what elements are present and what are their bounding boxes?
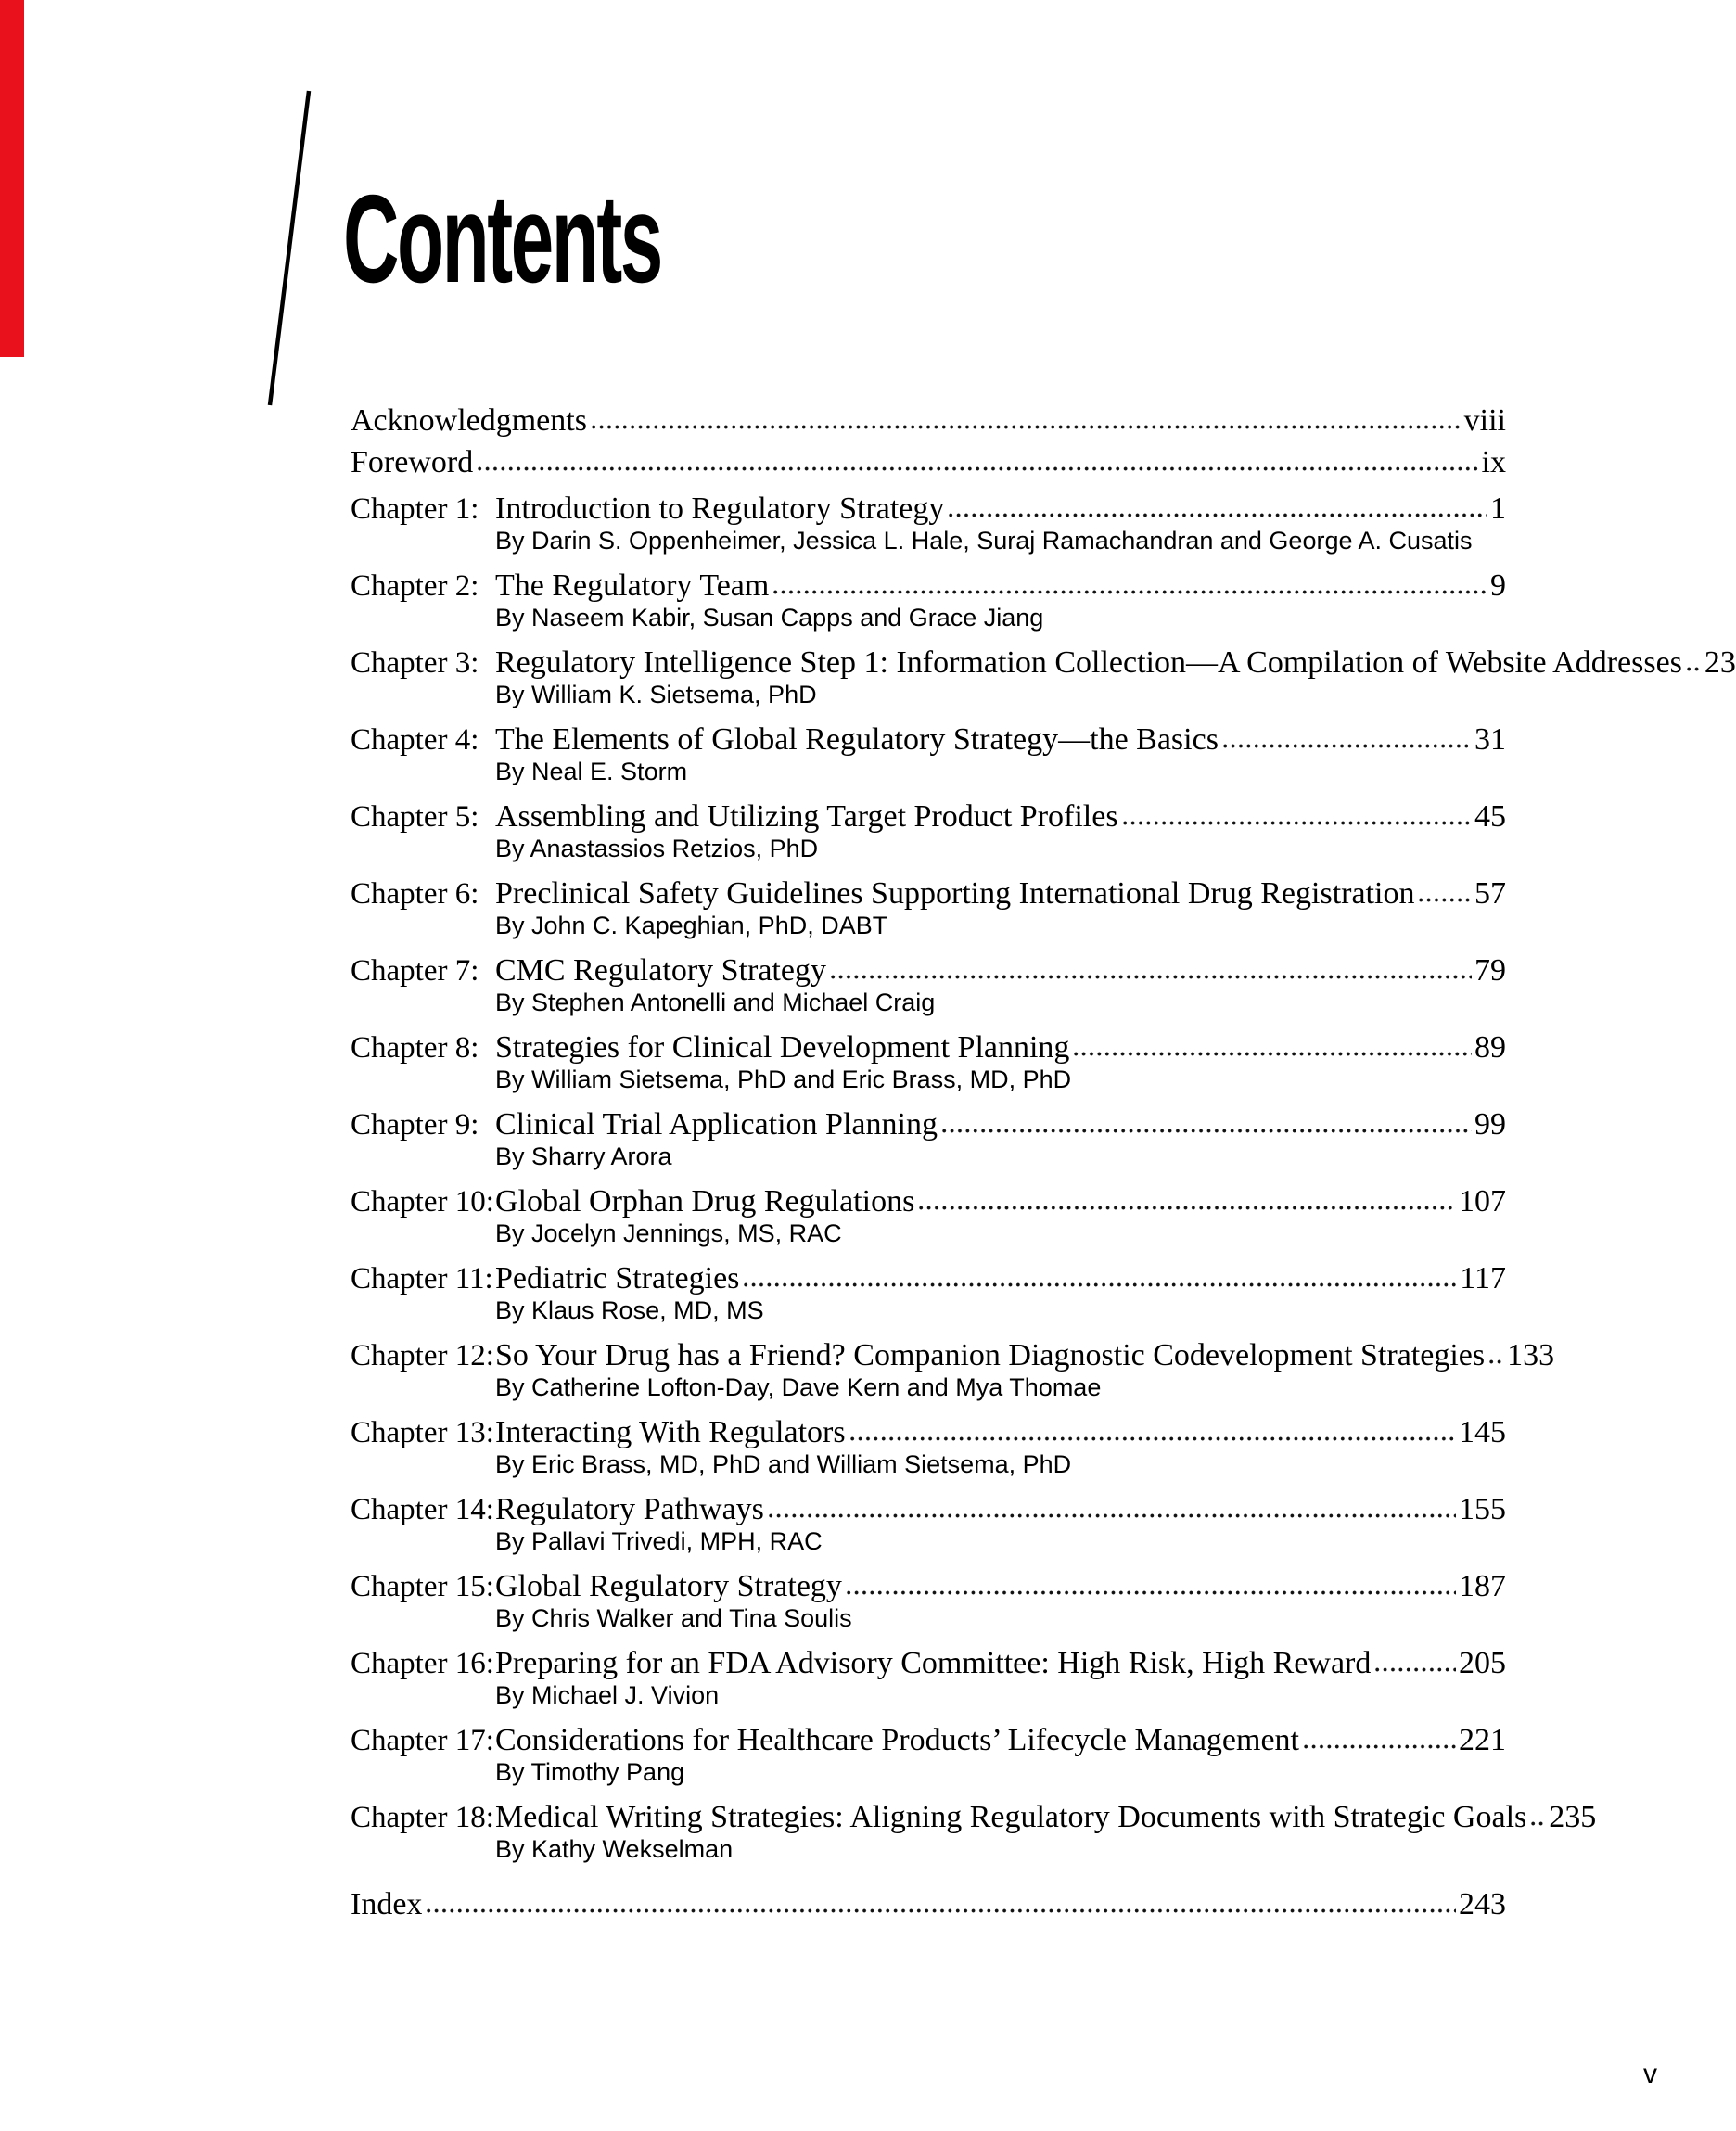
toc-chapter-entry bbox=[351, 800, 1506, 864]
toc-chapter-entry bbox=[351, 877, 1506, 941]
chapter-page-number: 187 bbox=[1459, 1569, 1506, 1603]
chapter-label: Chapter 10: bbox=[351, 1185, 494, 1219]
toc-chapter-row bbox=[351, 1262, 1506, 1295]
chapter-label: Chapter 12: bbox=[351, 1339, 494, 1372]
toc-chapter-entry bbox=[351, 1031, 1506, 1095]
chapter-authors: By Jocelyn Jennings, MS, RAC bbox=[495, 1219, 842, 1247]
toc-chapter-row bbox=[351, 1800, 1597, 1834]
toc-chapter-row bbox=[351, 1108, 1506, 1142]
chapter-title: Clinical Trial Application Planning bbox=[495, 1107, 938, 1142]
chapter-authors: By Darin S. Oppenheimer, Jessica L. Hale, Suraj Ramachandran and George A. Cusatis bbox=[495, 527, 1473, 555]
chapter-label: Chapter 11: bbox=[351, 1262, 493, 1295]
front-matter-list bbox=[351, 400, 1506, 483]
toc-chapter-row bbox=[351, 954, 1506, 988]
chapter-title: Global Orphan Drug Regulations bbox=[495, 1184, 915, 1219]
toc-chapter-row bbox=[351, 1338, 1555, 1372]
chapter-title: CMC Regulatory Strategy bbox=[495, 953, 826, 988]
toc-entry-row bbox=[351, 441, 1506, 483]
dot-leader bbox=[1221, 742, 1472, 750]
chapter-page-number: 31 bbox=[1474, 722, 1506, 757]
chapter-title: So Your Drug has a Friend? Companion Diagnostic Codevelopment Strategies bbox=[495, 1338, 1486, 1372]
toc-chapter-row bbox=[351, 1185, 1506, 1219]
table-of-contents bbox=[351, 400, 1736, 1925]
page-edge-accent-bar bbox=[0, 0, 24, 357]
chapter-title: The Regulatory Team bbox=[495, 568, 770, 603]
chapter-page-number: 205 bbox=[1459, 1646, 1506, 1680]
chapter-label: Chapter 3: bbox=[351, 646, 479, 680]
chapter-authors: By Pallavi Trivedi, MPH, RAC bbox=[495, 1527, 823, 1555]
chapter-title: Pediatric Strategies bbox=[495, 1261, 740, 1295]
chapter-label: Chapter 9: bbox=[351, 1108, 479, 1142]
chapter-label: Chapter 14: bbox=[351, 1493, 494, 1526]
chapter-page-number: 99 bbox=[1474, 1107, 1506, 1142]
chapter-authors: By William K. Sietsema, PhD bbox=[495, 681, 817, 708]
chapter-authors: By Anastassios Retzios, PhD bbox=[495, 835, 819, 862]
toc-chapter-row bbox=[351, 569, 1506, 603]
toc-chapter-entry bbox=[351, 492, 1506, 556]
dot-leader bbox=[1121, 819, 1472, 827]
toc-chapter-entry bbox=[351, 1108, 1506, 1172]
chapter-title: Preclinical Safety Guidelines Supporting International Drug Registration bbox=[495, 876, 1415, 911]
toc-entry-page-number: viii bbox=[1463, 403, 1506, 438]
chapter-list bbox=[351, 491, 1736, 1865]
chapter-page-number: 23 bbox=[1704, 645, 1736, 680]
chapter-page-number: 235 bbox=[1549, 1800, 1597, 1834]
toc-entry-label: Index bbox=[351, 1887, 423, 1921]
chapter-title: Global Regulatory Strategy bbox=[495, 1569, 842, 1603]
toc-chapter-entry bbox=[351, 645, 1736, 710]
dot-leader bbox=[1072, 1050, 1472, 1058]
toc-entry-row bbox=[351, 400, 1506, 441]
chapter-authors: By Naseem Kabir, Susan Capps and Grace Jiang bbox=[495, 604, 1044, 632]
chapter-page-number: 145 bbox=[1459, 1415, 1506, 1449]
toc-chapter-row bbox=[351, 492, 1506, 526]
toc-chapter-entry bbox=[351, 1724, 1506, 1788]
toc-entry-row bbox=[351, 1883, 1506, 1925]
chapter-title: Interacting With Regulators bbox=[495, 1415, 846, 1449]
chapter-page-number: 45 bbox=[1474, 799, 1506, 834]
dot-leader bbox=[772, 588, 1487, 596]
dot-leader bbox=[1685, 665, 1702, 673]
chapter-page-number: 117 bbox=[1460, 1261, 1506, 1295]
chapter-label: Chapter 16: bbox=[351, 1647, 494, 1680]
dot-leader bbox=[767, 1512, 1456, 1520]
chapter-title: Introduction to Regulatory Strategy bbox=[495, 491, 945, 526]
chapter-page-number: 133 bbox=[1507, 1338, 1555, 1372]
chapter-authors: By Chris Walker and Tina Soulis bbox=[495, 1604, 852, 1632]
chapter-page-number: 221 bbox=[1459, 1723, 1506, 1757]
dot-leader bbox=[829, 973, 1472, 981]
toc-chapter-row bbox=[351, 1647, 1506, 1680]
chapter-page-number: 79 bbox=[1474, 953, 1506, 988]
chapter-authors: By Neal E. Storm bbox=[495, 758, 688, 785]
toc-chapter-row bbox=[351, 1724, 1506, 1757]
dot-leader bbox=[476, 465, 1478, 473]
chapter-title: Considerations for Healthcare Products’ Lifecycle Management bbox=[495, 1723, 1299, 1757]
chapter-authors: By Timothy Pang bbox=[495, 1758, 685, 1786]
toc-chapter-row bbox=[351, 1493, 1506, 1526]
chapter-authors: By Stephen Antonelli and Michael Craig bbox=[495, 989, 936, 1016]
chapter-authors: By Catherine Lofton-Day, Dave Kern and Mya Thomae bbox=[495, 1373, 1102, 1401]
chapter-authors: By Michael J. Vivion bbox=[495, 1681, 720, 1709]
toc-chapter-row bbox=[351, 645, 1736, 680]
chapter-title: Regulatory Intelligence Step 1: Information Collection—A Compilation of Website Addresses bbox=[495, 645, 1682, 680]
dot-leader bbox=[1373, 1665, 1456, 1674]
toc-chapter-row bbox=[351, 800, 1506, 834]
chapter-page-number: 155 bbox=[1459, 1492, 1506, 1526]
chapter-page-number: 1 bbox=[1490, 491, 1506, 526]
dot-leader bbox=[849, 1435, 1456, 1443]
chapter-label: Chapter 4: bbox=[351, 723, 479, 757]
toc-entry bbox=[351, 441, 1506, 483]
chapter-label: Chapter 18: bbox=[351, 1801, 494, 1834]
toc-entry-label: Acknowledgments bbox=[351, 403, 587, 438]
toc-chapter-entry bbox=[351, 1416, 1506, 1480]
chapter-title: Medical Writing Strategies: Aligning Regulatory Documents with Strategic Goals bbox=[495, 1800, 1527, 1834]
dot-leader bbox=[590, 423, 1462, 431]
dot-leader bbox=[1417, 896, 1472, 904]
toc-chapter-entry bbox=[351, 1185, 1506, 1249]
toc-chapter-entry bbox=[351, 723, 1506, 787]
chapter-page-number: 9 bbox=[1490, 568, 1506, 603]
chapter-title: Regulatory Pathways bbox=[495, 1492, 764, 1526]
chapter-label: Chapter 8: bbox=[351, 1031, 479, 1065]
dot-leader bbox=[917, 1204, 1456, 1212]
chapter-label: Chapter 6: bbox=[351, 877, 479, 911]
toc-chapter-entry bbox=[351, 569, 1506, 633]
chapter-authors: By John C. Kapeghian, PhD, DABT bbox=[495, 912, 888, 939]
toc-chapter-entry bbox=[351, 1570, 1506, 1634]
toc-chapter-entry bbox=[351, 1800, 1597, 1865]
chapter-title: Strategies for Clinical Development Planning bbox=[495, 1030, 1070, 1065]
chapter-label: Chapter 7: bbox=[351, 954, 479, 988]
toc-entry-label: Foreword bbox=[351, 445, 474, 479]
chapter-title: The Elements of Global Regulatory Strategy—the Basics bbox=[495, 722, 1219, 757]
toc-chapter-row bbox=[351, 1570, 1506, 1603]
toc-chapter-row bbox=[351, 1031, 1506, 1065]
folio-page-number: v bbox=[1643, 2059, 1657, 2089]
chapter-authors: By Eric Brass, MD, PhD and William Sietsema, PhD bbox=[495, 1450, 1072, 1478]
toc-entry bbox=[351, 1883, 1506, 1925]
dot-leader bbox=[947, 511, 1487, 519]
dot-leader bbox=[940, 1127, 1472, 1135]
dot-leader bbox=[425, 1907, 1456, 1915]
toc-chapter-entry bbox=[351, 1493, 1506, 1557]
chapter-label: Chapter 2: bbox=[351, 569, 479, 603]
toc-chapter-row bbox=[351, 1416, 1506, 1449]
chapter-title: Preparing for an FDA Advisory Committee: High Risk, High Reward bbox=[495, 1646, 1372, 1680]
toc-entry-page-number: 243 bbox=[1459, 1887, 1506, 1921]
toc-entry bbox=[351, 400, 1506, 441]
chapter-label: Chapter 17: bbox=[351, 1724, 494, 1757]
chapter-authors: By Klaus Rose, MD, MS bbox=[495, 1296, 764, 1324]
chapter-authors: By Kathy Wekselman bbox=[495, 1835, 734, 1863]
chapter-label: Chapter 13: bbox=[351, 1416, 494, 1449]
chapter-label: Chapter 5: bbox=[351, 800, 479, 834]
dot-leader bbox=[1487, 1358, 1504, 1366]
chapter-authors: By Sharry Arora bbox=[495, 1142, 672, 1170]
chapter-label: Chapter 1: bbox=[351, 492, 479, 526]
back-matter-list bbox=[351, 1883, 1506, 1925]
dot-leader bbox=[1529, 1819, 1546, 1828]
page-title: Contents bbox=[343, 169, 661, 309]
dot-leader bbox=[1302, 1742, 1456, 1751]
chapter-authors: By William Sietsema, PhD and Eric Brass, MD, PhD bbox=[495, 1066, 1072, 1093]
chapter-title: Assembling and Utilizing Target Product Profiles bbox=[495, 799, 1118, 834]
chapter-page-number: 57 bbox=[1474, 876, 1506, 911]
dot-leader bbox=[742, 1281, 1457, 1289]
chapter-page-number: 107 bbox=[1459, 1184, 1506, 1219]
toc-chapter-entry bbox=[351, 1647, 1506, 1711]
toc-chapter-row bbox=[351, 877, 1506, 911]
toc-chapter-entry bbox=[351, 1262, 1506, 1326]
toc-chapter-row bbox=[351, 723, 1506, 757]
chapter-page-number: 89 bbox=[1474, 1030, 1506, 1065]
dot-leader bbox=[845, 1589, 1456, 1597]
chapter-label: Chapter 15: bbox=[351, 1570, 494, 1603]
toc-chapter-entry bbox=[351, 954, 1506, 1018]
diagonal-rule bbox=[262, 88, 314, 408]
toc-entry-page-number: ix bbox=[1481, 445, 1506, 479]
toc-chapter-entry bbox=[351, 1338, 1555, 1403]
